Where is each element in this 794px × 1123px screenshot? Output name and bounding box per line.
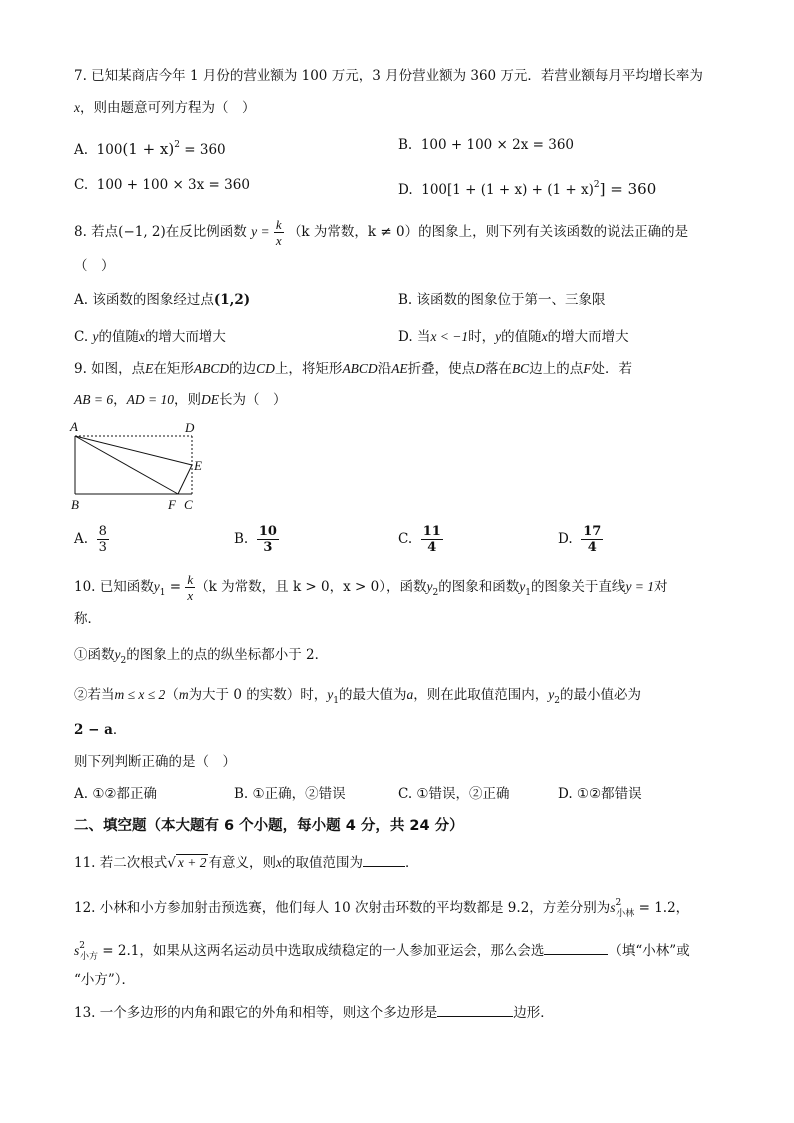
q7-stem-line2: x，则由题意可列方程为（ ） [74,100,256,116]
q12-line2: $s^2_{小方} = 2.1$，如果从这两名运动员中选取成绩稳定的一人参加亚运会，那么会选 （填“小林”或 [74,941,690,962]
q9-option-c: C. $\frac{11}{4}$ [398,524,441,555]
q7-option-b: B. 100 + 100 × 2x = 360 [398,137,574,153]
label-C: C [184,497,193,512]
q8-stem-line2: （ ） [74,258,115,274]
label-B: B [71,497,79,512]
segment-FE [178,465,192,494]
q12-line1: 12. 小林和小方参加射击预选赛，他们每人 10 次射击环数的平均数都是 9.2，方差分别为$s^2_{小林} = 1.2$， [74,898,690,919]
fold-line-AE [75,436,192,465]
section-2-title: 二、填空题（本大题有 6 个小题，每小题 4 分，共 24 分） [74,818,464,834]
q11-answer-blank[interactable] [363,852,405,867]
q10-stem-line2: 称． [74,611,101,627]
q11: 11. 若二次根式√ x + 2 有意义，则x的取值范围为 ． [74,852,418,873]
q13-answer-blank[interactable] [437,1002,513,1017]
label-D: D [185,420,195,435]
q10-option-b: B. ①正确，②错误 [234,786,346,802]
q10-stem-line1: 10. 已知函数$y_1$ = $\frac{k}{x}$ （k 为常数，且 k > 0，x > 0），函数$y_2$的图象和函数$y_1$的图象关于直线y = 1对 [74,572,668,603]
q9-stem-line2: AB = 6，AD = 10，则DE长为（ ） [74,392,287,408]
q13: 13. 一个多边形的内角和跟它的外角和相等，则这个多边形是 边形． [74,1002,554,1023]
q10-statement-1: ①函数$y_2$的图象上的点的纵坐标都小于 2． [74,647,329,666]
q9-option-a: A. $\frac{8}{3}$ [74,524,107,555]
q8-option-d: D. 当x < −1时，y的值随x的增大而增大 [398,329,629,345]
label-E: E [194,458,202,473]
label-F: F [168,497,176,512]
q7-option-d: D. $100[1 + (1 + x) + (1 + x)^2] = 360$ [398,180,657,198]
q7-stem-line1: 7. 已知某商店今年 1 月份的营业额为 100 万元，3 月份营业额为 360 万元．若营业额每月平均增长率为 [74,68,703,84]
q10-option-c: C. ①错误，②正确 [398,786,510,802]
q10-option-d: D. ①②都错误 [558,786,642,802]
q8-option-c: C. y的值随x的增大而增大 [74,329,226,345]
q9-option-d: D. $\frac{17}{4}$ [558,524,602,555]
q10-ask: 则下列判断正确的是（ ） [74,754,236,770]
q7-option-c: C. 100 + 100 × 3x = 360 [74,177,250,193]
q10-option-a: A. ①②都正确 [74,786,158,802]
q8-stem-line1: 8. 若点(−1, 2)在反比例函数 y = $\frac{k}{x}$ （k 为常数，k ≠ 0）的图象上，则下列有关该函数的说法正确的是 [74,217,689,248]
label-A: A [70,419,78,434]
q8-fraction: $\frac{k}{x}$ [275,217,282,248]
q10-statement-2-line2: 2 − a． [74,722,127,738]
q9-option-b: B. $\frac{10}{3}$ [234,524,277,555]
q9-stem-line1: 9. 如图，点E在矩形ABCD的边CD上，将矩形ABCD沿AE折叠，使点D落在BC边上的点F处．若 [74,361,632,377]
q12-answer-blank[interactable] [544,940,608,955]
q12-line3: “小方”）． [74,972,136,988]
q7-option-a: A. $100(1 + x)^2 = 360$ [74,140,226,158]
q8-option-b: B. 该函数的图象位于第一、三象限 [398,292,606,308]
q8-option-a: A. 该函数的图象经过点(1,2) [74,292,251,308]
q10-statement-2: ②若当m ≤ x ≤ 2（m为大于 0 的实数）时，$y_1$的最大值为a，则在此取值范围内，$y_2$的最小值必为 [74,687,641,706]
q9-rectangle-figure [68,418,218,514]
segment-AF [75,436,178,494]
